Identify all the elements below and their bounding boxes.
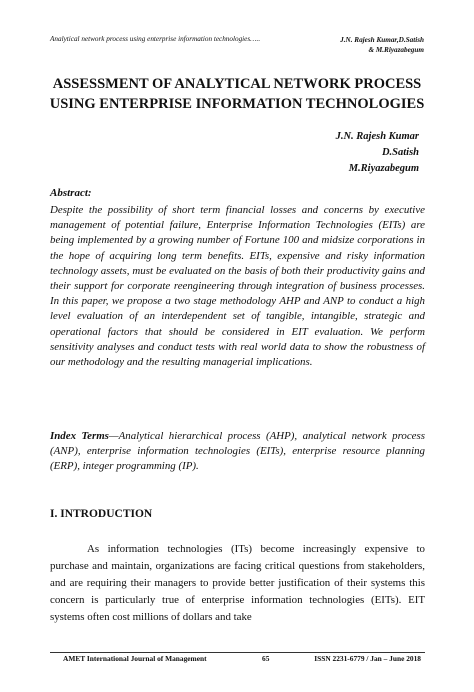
introduction-paragraph: As information technologies (ITs) become increasingly expensive to purchase and maintain, organizations are facing critical questions from stakeholders, and are requiring their managers to provide better justification of their systems this concern is particularly true of enterprise information technologies (EITs). EIT systems often cost millions of dollars and take <box>50 543 425 623</box>
running-header-title: Analytical network process using enterprise information technologies….. <box>50 35 261 43</box>
author-2: D.Satish <box>381 147 419 158</box>
index-terms-text: —Analytical hierarchical process (AHP), analytical network process (ANP), enterprise information technologies (EITs), enterprise resource planning (ERP), integer programming (IP). <box>50 430 425 473</box>
paper-title-line2: USING ENTERPRISE INFORMATION TECHNOLOGIES <box>49 96 425 112</box>
footer-page-number: 65 <box>262 654 270 663</box>
section-heading-introduction: I. INTRODUCTION <box>50 508 153 520</box>
index-terms <box>50 429 425 475</box>
abstract-heading: Abstract: <box>50 187 92 199</box>
abstract-body: Despite the possibility of short term financial losses and concerns by executive management of potential failure, Enterprise Information Technologies (EITs) are being implemented by a growing number of Fortune 100 and midsize corporations in the hope of acquiring long term benefits. EITs, expensive and risky information technology assets, must be evaluated on the basis of both their productivity gains and their support for corporate reengineering through integration of business processes. In this paper, we propose a two stage methodology AHP and ANP to conduct a high level evaluation of an interdependent set of tangible, intangible, strategic and operational factors that should be considered in EIT evaluation. We perform sensitivity analyses and conduct tests with real world data to show the robustness of our methodology and the resulting managerial implications. <box>50 204 425 369</box>
paper-title-line1: ASSESSMENT OF ANALYTICAL NETWORK PROCESS <box>52 76 422 92</box>
paper-title <box>40 74 434 114</box>
author-list <box>259 129 419 177</box>
author-3: M.Riyazabegum <box>348 163 419 174</box>
author-1: J.N. Rajesh Kumar <box>335 131 419 142</box>
running-header-authors-line1: J.N. Rajesh Kumar,D.Satish <box>340 36 424 44</box>
footer-journal: AMET International Journal of Management <box>63 654 207 663</box>
footer-issn: ISSN 2231-6779 / Jan – June 2018 <box>314 654 421 663</box>
running-header-authors <box>284 35 424 55</box>
running-header-authors-line2: & M.Riyazabegum <box>368 46 424 54</box>
index-terms-label: Index Terms <box>50 430 109 442</box>
footer-divider <box>50 652 425 653</box>
